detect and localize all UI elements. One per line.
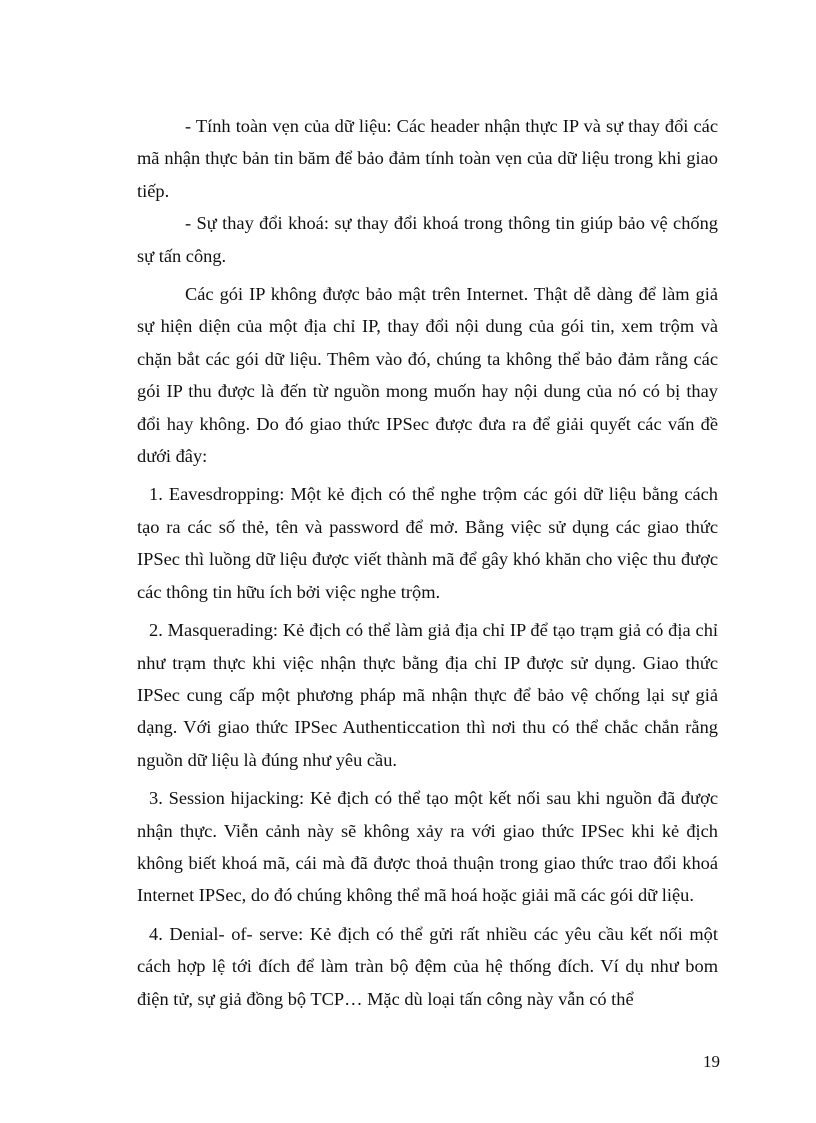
list-item-denial-of-service: 4. Denial- of- serve: Kẻ địch có thể gửi rất nhiều các yêu cầu kết nối một cách hợp lệ tới đích để làm tràn bộ đệm của hệ thống đích. Ví dụ như bom điện tử, sự giả đồng bộ TCP… Mặc dù loại tấn công này vẫn có thể — [137, 923, 718, 1009]
paragraph-data-integrity: - Tính toàn vẹn của dữ liệu: Các header nhận thực IP và sự thay đổi các mã nhận thực bản tin băm để bảo đảm tính toàn vẹn của dữ liệu trong khi giao tiếp. — [137, 116, 718, 201]
paragraph-ip-security-intro: Các gói IP không được bảo mật trên Internet. Thật dễ dàng để làm giả sự hiện diện của một địa chỉ IP, thay đổi nội dung của gói tin, xem trộm và chặn bắt các gói dữ liệu. Thêm vào đó, chúng ta không thể bảo đảm rằng các gói IP thu được là đến từ nguồn mong muốn hay nội dung của nó có bị thay đổi hay không. Do đó giao thức IPSec được đưa ra để giải quyết các vấn đề dưới đây: — [137, 284, 718, 467]
list-item-masquerading: 2. Masquerading: Kẻ địch có thể làm giả địa chỉ IP để tạo trạm giả có địa chỉ như trạm thực khi việc nhận thực bằng địa chỉ IP được sử dụng. Giao thức IPSec cung cấp một phương pháp mã nhận thực để bảo vệ chống lại sự giả dạng. Với giao thức IPSec Authenticcation thì nơi thu có thể chắc chắn rằng nguồn dữ liệu là đúng như yêu cầu. — [137, 620, 718, 770]
page-number: 19 — [703, 1052, 720, 1071]
list-item-eavesdropping: 1. Eavesdropping: Một kẻ địch có thể nghe trộm các gói dữ liệu bằng cách tạo ra các số thẻ, tên và password để mở. Bằng việc sử dụng các giao thức IPSec thì luồng dữ liệu được viết thành mã để gây khó khăn cho việc thu được các thông tin hữu ích bởi việc nghe trộm. — [137, 484, 718, 602]
list-item-session-hijacking: 3. Session hijacking: Kẻ địch có thể tạo một kết nối sau khi nguồn đã được nhận thực. Viễn cảnh này sẽ không xảy ra với giao thức IPSec khi kẻ địch không biết khoá mã, cái mà đã được thoả thuận trong giao thức trao đổi khoá Internet IPSec, do đó chúng không thể mã hoá hoặc giải mã các gói dữ liệu. — [137, 788, 718, 906]
page-body — [137, 110, 718, 1015]
paragraph-key-change: - Sự thay đổi khoá: sự thay đổi khoá trong thông tin giúp bảo vệ chống sự tấn công. — [137, 213, 718, 266]
